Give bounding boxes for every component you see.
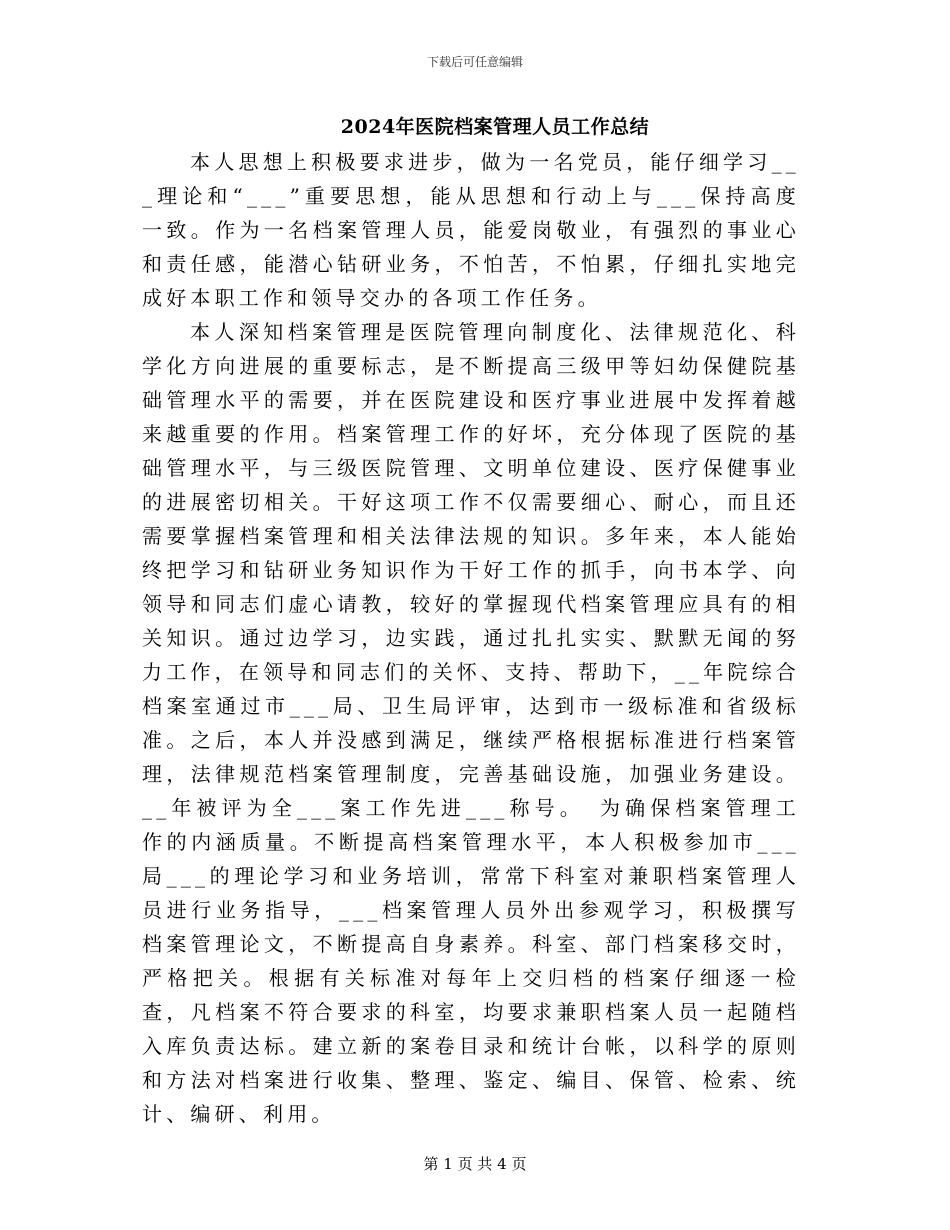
paragraph-2: 本人深知档案管理是医院管理向制度化、法律规范化、科学化方向进展的重要标志，是不断提高三级甲等妇幼保健院基础管理水平的需要，并在医院建设和医疗事业进展中发挥着越来越重要的作用。档案管理工作的好坏，充分体现了医院的基础管理水平，与三级医院管理、文明单位建设、医疗保健事业的进展密切相关。干好这项工作不仅需要细心、耐心，而且还需要掌握档案管理和相关法律法规的知识。多年来，本人能始终把学习和钻研业务知识作为干好工作的抓手，向书本学、向领导和同志们虚心请教，较好的掌握现代档案管理应具有的相关知识。通过边学习，边实践，通过扎扎实实、默默无闻的努力工作，在领导和同志们的关怀、支持、帮助下，__年院综合档案室通过市___局、卫生局评审，达到市一级标准和省级标准。之后，本人并没感到满足，继续严格根据标准进行档案管理，法律规范档案管理制度，完善基础设施，加强业务建设。__年被评为全___案工作先进___称号。 为确保档案管理工作的内涵质量。不断提高档案管理水平，本人积极参加市___局___的理论学习和业务培训，常常下科室对兼职档案管理人员进行业务指导，___档案管理人员外出参观学习，积极撰写档案管理论文，不断提高自身素养。科室、部门档案移交时，严格把关。根据有关标准对每年上交归档的档案仔细逐一检查，凡档案不符合要求的科室，均要求兼职档案人员一起随档入库负责达标。建立新的案卷目录和统计台帐，以科学的原则和方法对档案进行收集、整理、鉴定、编目、保管、检索、统计、编研、利用。 [142,320,800,1126]
page-header-note: 下载后可任意编辑 [426,55,523,69]
document-body [142,145,800,1131]
page-number: 第 1 页 共 4 页 [423,1155,527,1173]
document-title: 2024年医院档案管理人员工作总结 [340,116,650,138]
paragraph-1: 本人思想上积极要求进步，做为一名党员，能仔细学习___理论和“___”重要思想，能从思想和行动上与___保持高度一致。作为一名档案管理人员，能爱岗敬业，有强烈的事业心和责任感，能潜心钻研业务，不怕苦，不怕累，仔细扎实地完成好本职工作和领导交办的各项工作任务。 [142,150,800,310]
